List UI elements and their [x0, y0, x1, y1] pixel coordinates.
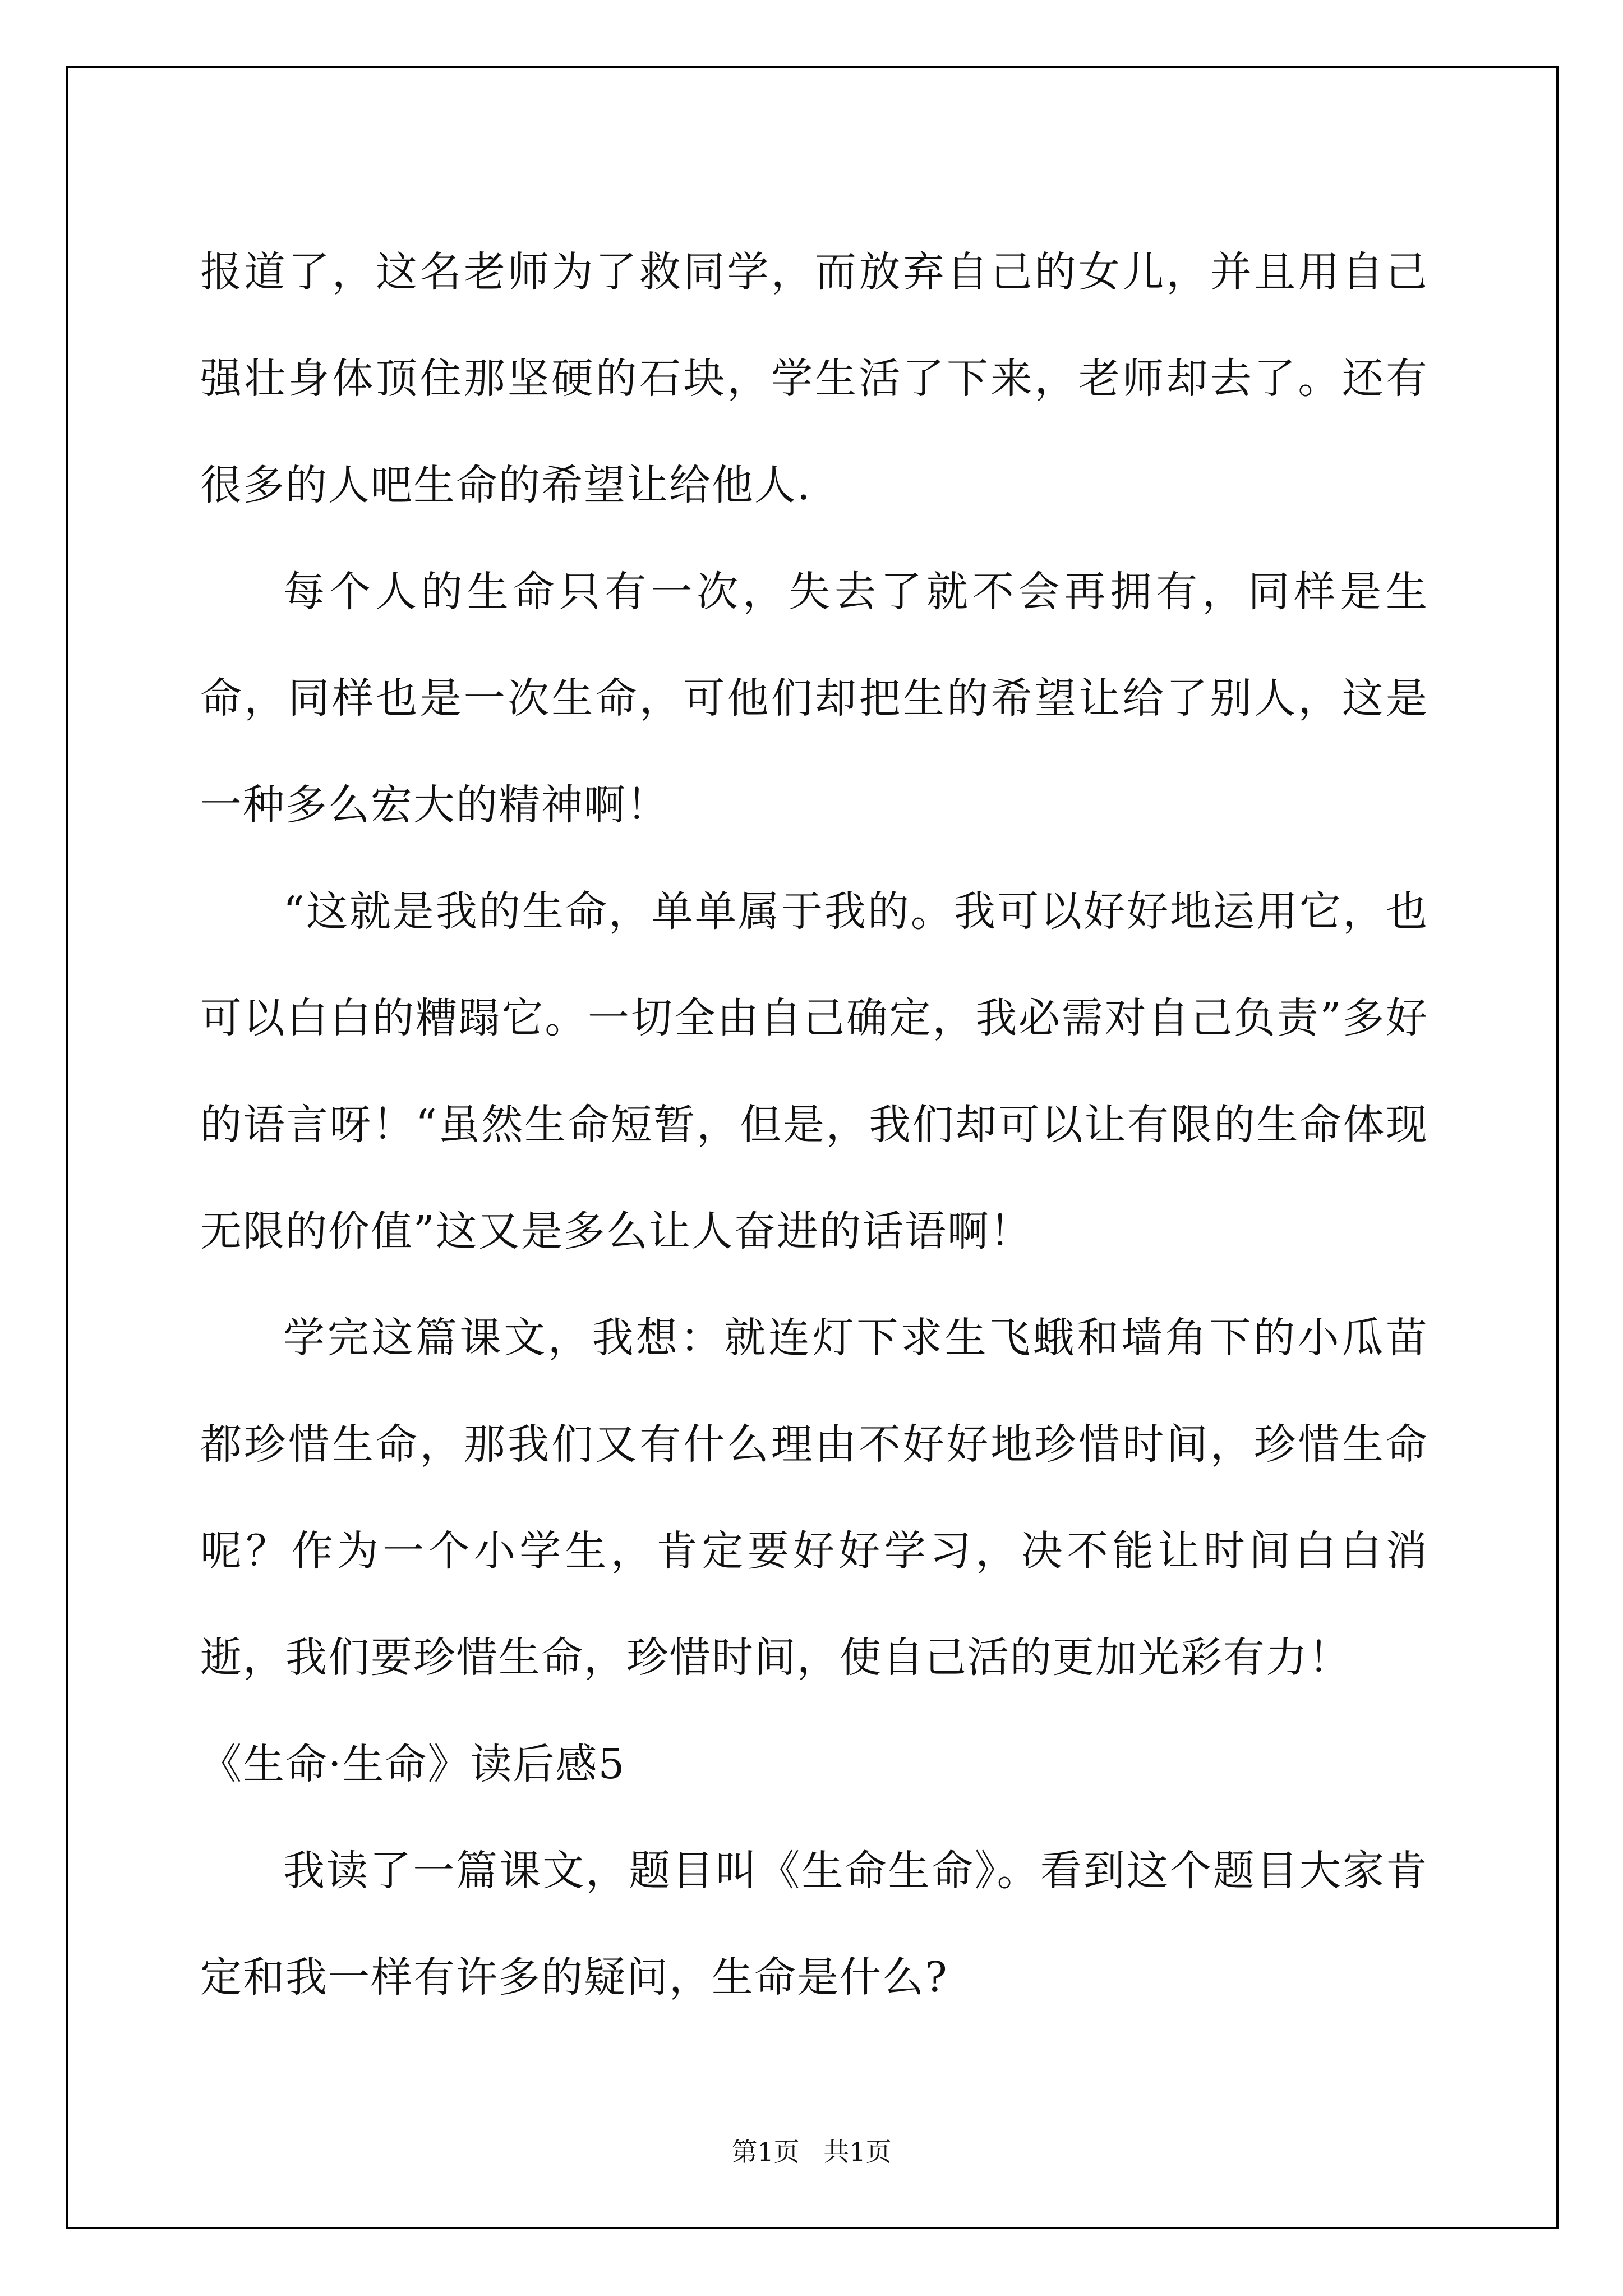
- page-footer: [0, 2132, 1623, 2169]
- document-body: [200, 219, 1428, 2031]
- paragraph-1: 报道了，这名老师为了救同学，而放弃自己的女儿，并且用自己强壮身体顶住那坚硬的石块，学生活了下来，老师却去了。还有很多的人吧生命的希望让给他人.: [200, 248, 1428, 509]
- paragraph-2: 每个人的生命只有一次，失去了就不会再拥有，同样是生命，同样也是一次生命，可他们却把生的希望让给了别人，这是一种多么宏大的精神啊！: [200, 568, 1428, 829]
- section-heading: 《生命·生命》读后感5: [200, 1740, 626, 1788]
- paragraph-3: “这就是我的生命，单单属于我的。我可以好好地运用它，也可以白白的糟蹋它。一切全由自己确定，我必需对自己负责”多好的语言呀！“虽然生命短暂，但是，我们却可以让有限的生命体现无限的价值”这又是多么让人奋进的话语啊！: [200, 887, 1428, 1255]
- page-number-current: 第1页: [731, 2137, 800, 2167]
- paragraph-4: 学完这篇课文，我想：就连灯下求生飞蛾和墙角下的小瓜苗都珍惜生命，那我们又有什么理由不好好地珍惜时间，珍惜生命呢？作为一个小学生，肯定要好好学习，决不能让时间白白消逝，我们要珍惜生命，珍惜时间，使自己活的更加光彩有力！: [200, 1314, 1428, 1682]
- paragraph-5: 我读了一篇课文，题目叫《生命生命》。看到这个题目大家肯定和我一样有许多的疑问，生命是什么?: [200, 1847, 1428, 2001]
- page-number-total: 共1页: [823, 2137, 892, 2167]
